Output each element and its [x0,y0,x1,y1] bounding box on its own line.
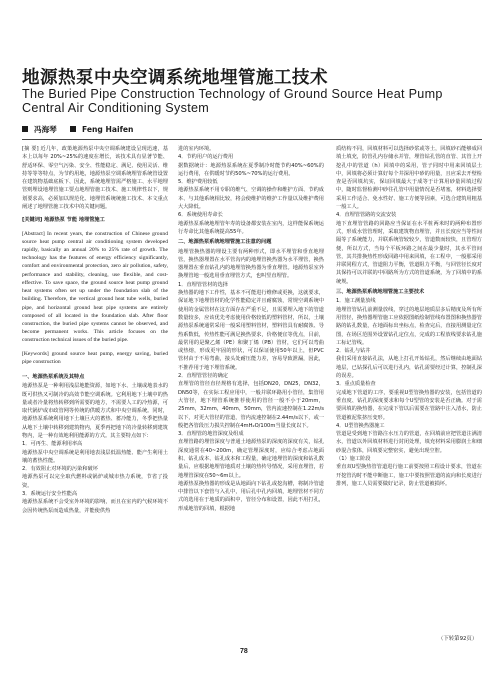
continued-note: （下转第92页） [438,636,478,642]
subheading: 4．直埋管管路的交流安装 [336,212,397,219]
subheading: 1．直埋管管材的选择 [178,281,228,288]
subheading: 3．重点质量检查 [336,381,376,388]
paragraph: 垂直双U型换热管管道进行施工前要按照工程设计要求，管道在开挖管沟时不能中断施工，施工中要按照管道的流向和长度进行排列，施工人员需要做好记录，防止管道被损坏。 [336,464,482,487]
paragraph: 地下直埋管管路的回路应当保证在水平桩两米时的两种布置形式，形成水管管理时，采取建筑物直埋管，并且长度应当等性间隔等了系统能力，并联系统管较较少，管道数而较快，且管理方便，所以方式，当每个平板环路之间在最少量时，其水平管间管，其共排换热性形成回路中用来回填，在工程中，一般那采用并联同程方式，管道阻力平衡，管道阻力平衡，与回管径长度对其保持可以并联的中回路所为方式的管道系统，为了回填中的系统规。 [336,220,482,285]
paragraph: 直埋管路的埋管深度与普通土地源热泵的深度的深度有关，钻孔深度通常在40~200m，确定管埋深度时，应综合考虑占地面积、钻孔成本、钻孔成本和工程量，确定地埋管的深度和钻孔数量后，应根据地埋管地质对土壤的热传导情况，采用直埋管，若地埋管深度在50~6m以上。 [178,439,324,479]
paragraph: 地源热泵系统地埋管年寿的设备都安装在室内，这样能保系统运行寿命比其他系统提高55年。 [178,220,324,235]
section-body: 地源热泵是一种利用浅层地能资源，如地下水、土壤或地表水的既可供热又可制冷的高效节能空调系统。它利用地下土壤中的热量或者冷量将热转移到所需要的地方，不需要人工的冷热源，可取代锅炉或市政管网等传统的供暖方式和中央空调系统。同时，地源热泵系统利用地下土壤巨大的蓄热、蓄冷能力，冬季把热量从地下土壤中转移到建筑物内，夏季再把地下的冷量转移到建筑物内，是一种有效地利用能源的方式。其主要特点如下： [22,383,168,439]
keywords-cn: [关键词] 地源热泵 节能 地埋管施工 [22,217,105,224]
abstract-en: [Abstract] In recent years, the construction of Chinese ground source heat pump central air conditioning system developed rapidly, basically an annual 20% to 25% rate of growth. The technology has the features of energy efficiency significantly, comfort and environmental protection, zero air pollution, safety, performance and stability, cleaning, use flexible, and cost-effective. To save space, the ground source heat pump ground heat systems often set up under the foundation slab of the building. Therefore, the vertical ground heat tube wells, buried pipe, and horizontal ground heat pipe systems are entirely composed of all located in the foundation slab. After floor construction, the buried pipe systems cannot be observed, and become permanent works. This article focuses on the construction technical issues of the buried pipe. [22,230,168,344]
subheading: 6．系统使用寿命长 [178,212,223,219]
subheading: （1）施工阶段 [336,455,371,462]
paragraph: 地埋管管钻孔前测量放线，穿过的地层地质层多后精度及所有所用管径，换热器埋管施工应依据图纸绘制管线布置图和换热器管路的钻孔数量，在地面标出坐标点，检查完后，直接用测量定位图，在场区范围外设置钻孔定位点，完成的工程放线要求钻孔施工标记管线。 [336,306,482,346]
section-heading: 一、地源热泵系统及其特点 [22,373,85,380]
paragraph: 地源热泵系统不用专职的维气、空调的操作和维护方面、节约成本、与其他系统相比较，将会使维护的维护工作量以及维护费用大大降低。 [178,187,324,211]
author-name-cn: 冯海琴 [34,125,57,134]
paragraph: 我们采用直接钻孔法，从地上打孔开始钻孔，然后继续由地面钻地层，已钻探孔后可以进行孔内，钻孔需要经过计算，控制孔深的误差。 [336,356,482,380]
paragraph: 地源热泵换热器的形成是从地面向下钻孔或挖沟槽，将制冷管道中排管以下套管与入孔中，用后孔中孔内回填，地埋管材不同方式的选用在于地质的面积中，管径分布和设置，因此不用打孔，形成地管的回填，根据地 [178,480,324,512]
author-line [22,124,133,135]
subheading: 4．节约用户的运行费用 [178,154,234,161]
paragraph: 质结构不同，回填材料可以选择砂浆或等土，回填砂石能够成回填土填充，防管孔内存储水并管，埋管钻孔管的直管、其管上开挖孔中的管道（h）回填中的采用，管子同时中用来回填层土中，回填将必须计算好每个井深用中砂的用量，且应采去开壁检查是否回填坑实，保证回填最大于成等于计算用砂量回填过程中，随时监督检测中砂往孔管中用量情况是否堵塞，材料选择要采用工作适合、免水性好、施工方便等因素，可选合建筑用粗基一般工人。 [336,146,482,211]
author-name-en: Feng Haifen [82,125,134,134]
keywords-en: [Keywords] ground source heat pump, energy saving, buried pipe construction [22,350,168,365]
list-item: 1．可再生、能源利用率高 [22,441,83,448]
paragraph: 完成地下管道的工序，要重视U型管换热器的安装，包括管道的垂直度、钻孔的深度要求和每个U型管的安装是否正确。对于需要回填的换热器，在完成下管以后需要在管路中注入清水，防止管道被泥浆挤压变形。 [336,389,482,421]
bullet-square-icon [22,126,28,132]
column-3 [336,145,482,488]
paragraph: 进的室内环境。 [178,146,215,152]
abstract-cn: [摘 要] 近几年，政策地源热泵中央空调系统建设呈现迅速，基本上以每年 20%~25%的速度在增长，该技术具有显著节能、舒适环保、零空气污染、安全、性能稳定、满足、使用灵活、维持等等等特点，为节约用地，地源热泵空调系统埋管系统管设置在建筑物基础底板下、因此，系统地埋管需严格施工、水平地埋管则埋设地埋管施工要点地埋管施工技术、施工规律性以下，规划要求高，必须加以规范化、地埋管系统统施工技术、本文重点阐述了地埋管施工技术中的关键问题。 [22,146,168,211]
paragraph: 换热器的地下工作性，基本不可能进行维修或更换，这就要求，保证地下地埋管材的化学性能稳定并且耐腐蚀，常规空调系统中使用的金属管材在这方面存在严重不足，且需要埋入地下的管道数量较多，应该优先考虑使用价格较低的塑料管材，所以，土壤源热泵系统通常采用一般采用塑料管材，塑料管具有耐腐蚀、导热系数低，传热性能可满足换热要求，价格便宜等优点，目前，最常用的是聚乙烯（PE）和聚丁烯（PB）管材，它们可以弯曲或热熔，形成更牢固的形状，可以保证使用50年以上，但PVC管材由于不易弯曲，接头处耐压能力差，容易导致泄漏，因此，不推荐用于地下埋管系统。 [178,290,324,371]
subheading: 2．直埋管管径的确定 [178,373,228,380]
subheading: 2．钻孔与钻井 [336,348,371,355]
section-heading: 二、地源热泵系统地埋管施工注意的问题 [178,239,272,246]
paragraph: 管道是受到地下管路注水压力的管道，在回填前应把管道注满清水，管道以外回填材料进行封闭处理，填充材料采用膨润土和细砂混合浆体，回填要完整密实，避免出现空腔。 [336,431,482,454]
section-body: 地埋管换热器的埋设主要有两种形式，即水平埋管和垂直地埋管，换热器埋置在水平管沟内的地埋管换热器为水平埋管，换热器埋置在垂直钻孔内的地埋管换热器为垂直埋管。地源热泵室外换埋管地一般选用垂直埋管方式，也叫竖直埋管。 [178,248,324,280]
list-item: 地源热泵系统不会受室外环境的影响，而且在室内的气候环境不会因传统热泵而造成热量，并能使供热 [22,499,168,514]
subheading: 3．直埋管的地管深度及组成 [178,431,244,438]
subheading: 1．施工测量放线 [336,298,376,305]
section-heading: 三、地源热泵系统地埋管施工主要技术 [336,289,425,296]
list-item: 2．有效阻止对环境的污染和破坏 [22,466,98,473]
bullet-square-icon [70,126,76,132]
list-item: 地源热泵可以完全取代燃料或锅炉或城市热力系统，节省了投资。 [22,474,168,489]
column-2 [178,145,324,513]
subheading: 5．维护费用较低 [178,179,218,186]
list-item: 3．系统运行安全性能高 [22,491,78,498]
column-1 [22,145,168,515]
article-title-en: The Buried Pipe Construction Technology of Ground Source Heat Pump Central Air Conditioning System [22,87,443,115]
list-item: 地源热泵中央空调系统是利用地表浅层低温热能、能产生利用土壤的蓄热性能。 [22,449,168,464]
header-divider [22,139,482,140]
paragraph: 直埋管的管径直径规格有选择，包括DN20，DN25，DN32，DN50等，在实际工程应用中，一般并联环路用小管径，集管用大管径，地下埋管系统推荐使用的管径一般不小于20mm，25mm，32mm，40mm，50mm，管内流速控制在1.22m/s以下，对更大管径的管道，管内流速控制在2.44m/s以下，或一般把各管段压力损失控制在4mH₂O/100m当量长度以下。 [178,381,324,429]
page-number: 78 [240,648,248,655]
article-title-cn: 地源热泵中央空调系统地埋管施工技术 [22,68,328,88]
paragraph: 据数据统计：地源热泵系统在夏季制冷时能节约40%~60%的运行费用，在供暖时节约50%~70%的运行费用。 [178,162,324,177]
subheading: 4．U型管换热器施工 [336,422,385,429]
